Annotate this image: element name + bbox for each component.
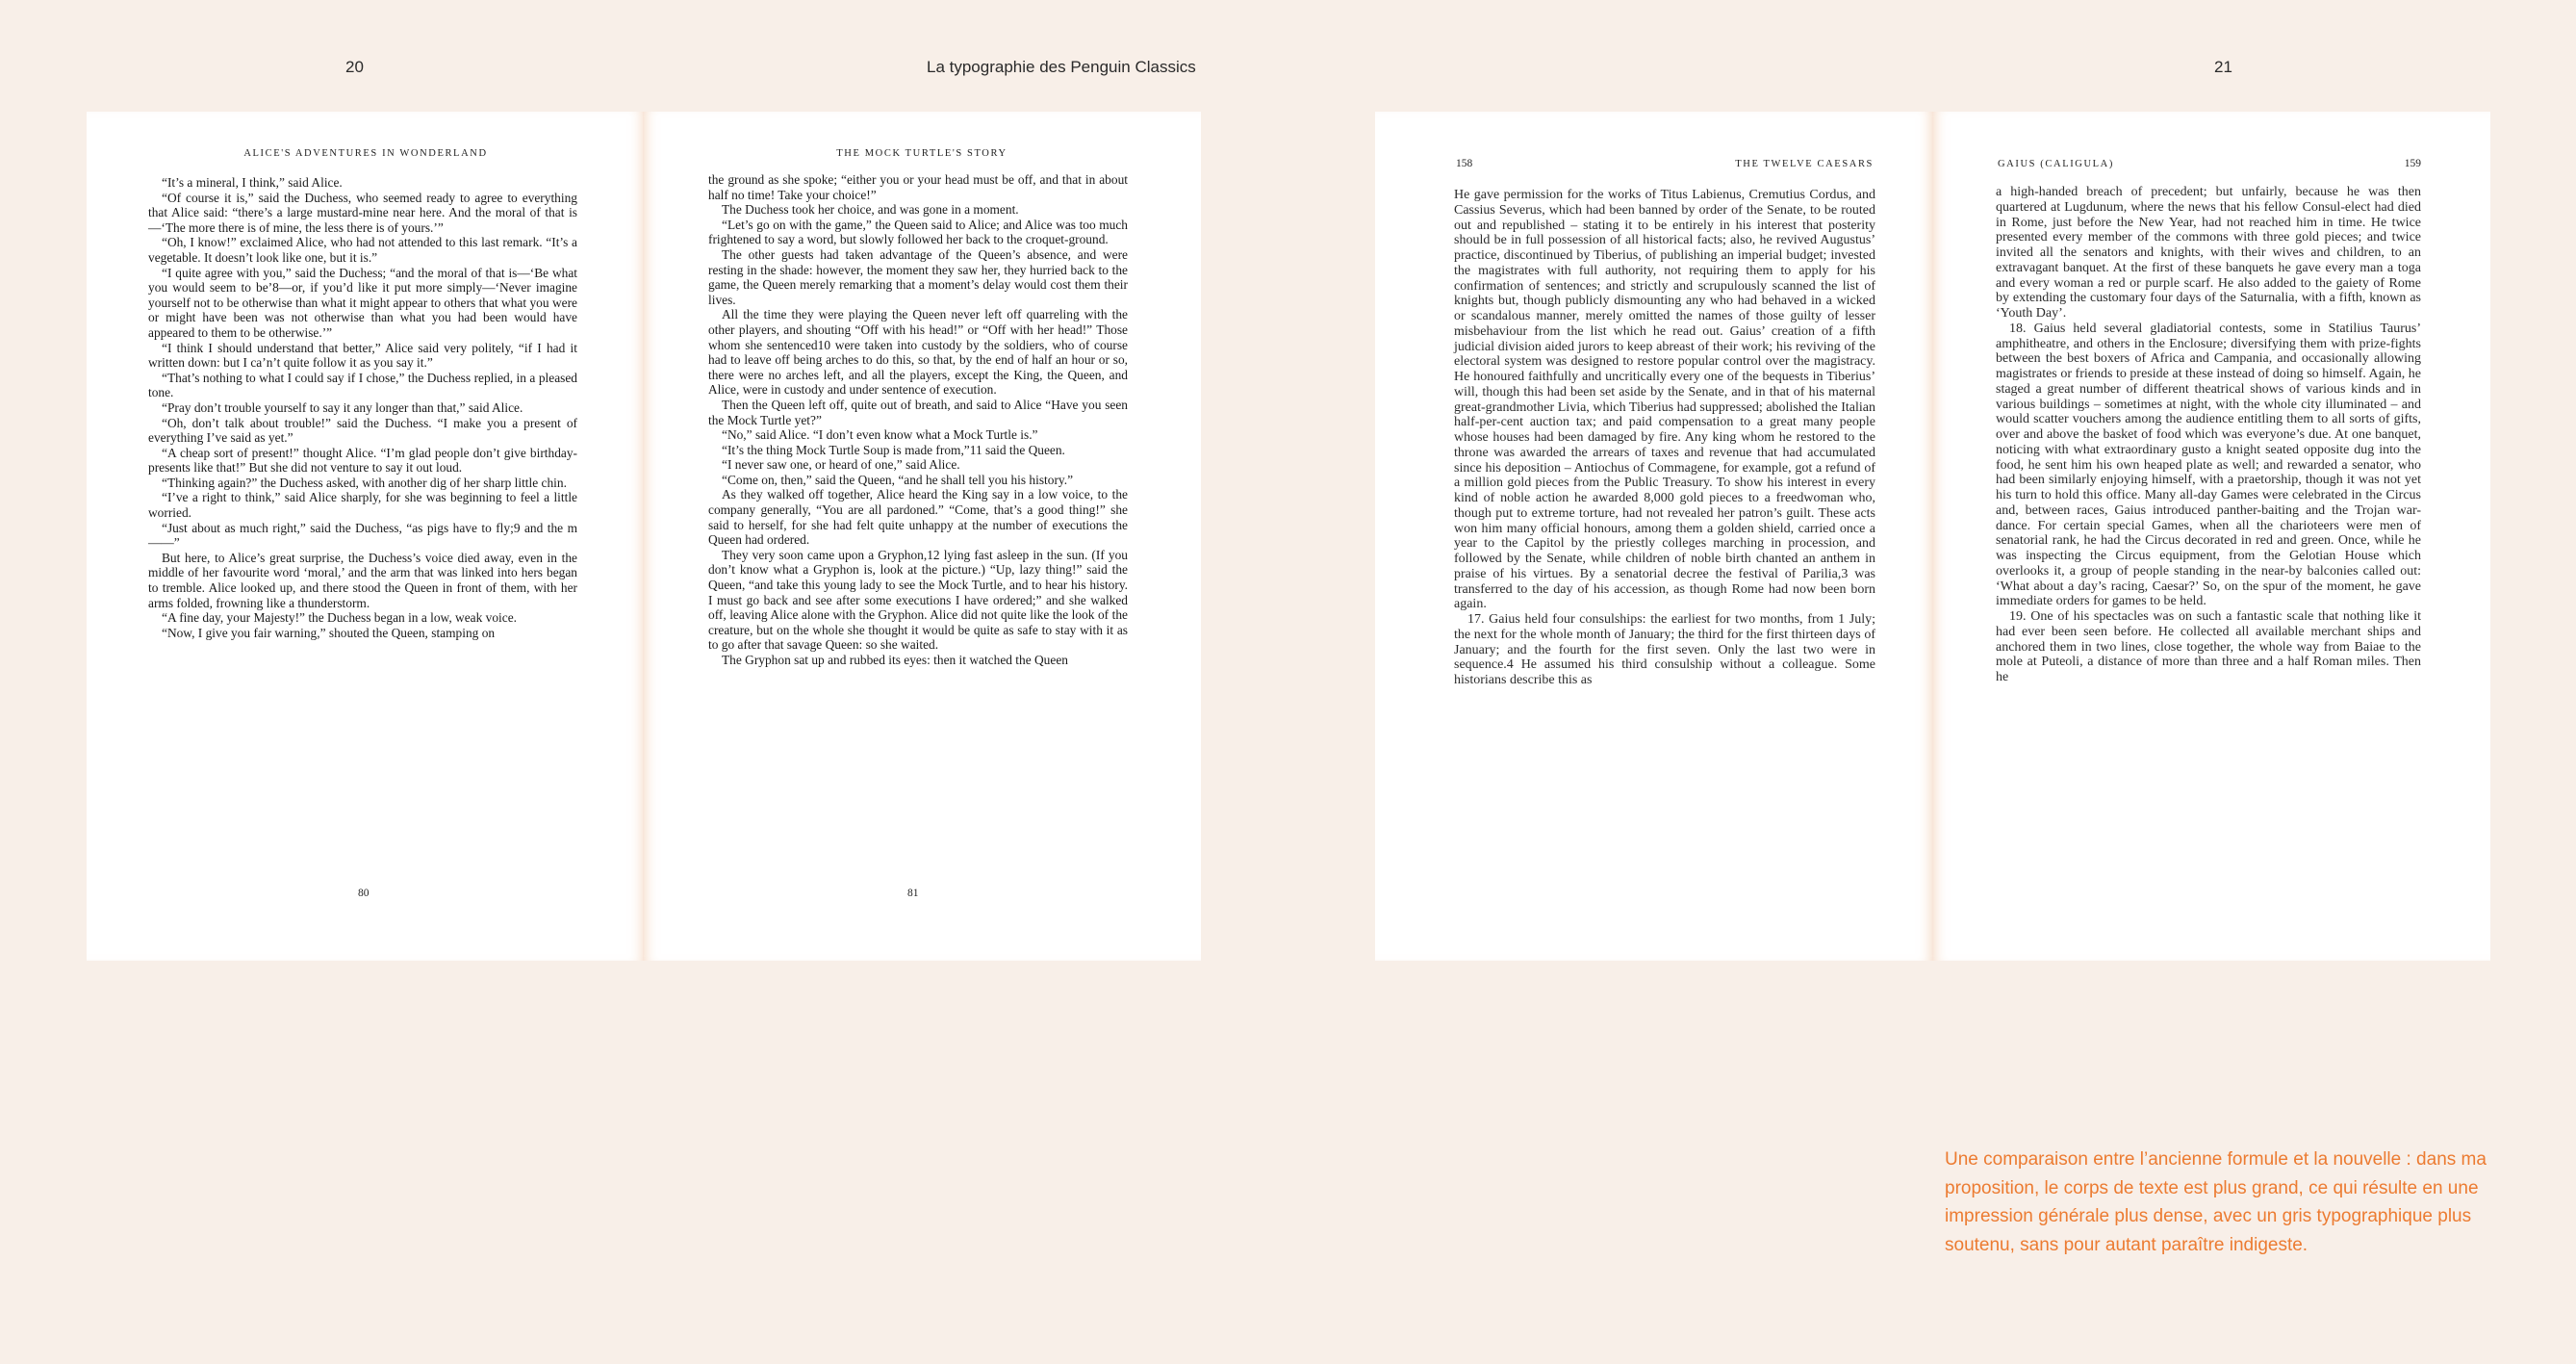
- paragraph: The Gryphon sat up and rubbed its eyes: then it watched the Queen: [722, 653, 1068, 667]
- page-alice-81: [643, 112, 1201, 961]
- paragraph: “I’ve a right to think,” said Alice sharply, for she was beginning to feel a little worried.: [148, 490, 577, 521]
- left-folio: 20: [345, 58, 364, 76]
- running-head: GAIUS (CALIGULA): [1998, 159, 2114, 169]
- page-body: [148, 175, 577, 640]
- right-folio: 21: [2214, 58, 2232, 76]
- page-caesars-159: [1932, 112, 2490, 961]
- page-number: 158: [1456, 158, 1473, 169]
- paragraph: Then the Queen left off, quite out of breath, and said to Alice “Have you seen the Mock Turtle yet?”: [708, 397, 1128, 427]
- running-head: THE MOCK TURTLE'S STORY: [836, 148, 1007, 159]
- paragraph: 19. One of his spectacles was on such a fantastic scale that nothing like it had ever been seen before. He collected all available merchant ships and anchored them in two lines, close together, the whole way from Baiae to the mole at Puteoli, a distance of more than three and a half Roman miles. Then he: [1996, 609, 2421, 684]
- page-number: 159: [2404, 158, 2421, 169]
- paragraph: “I never saw one, or heard of one,” said Alice.: [722, 457, 960, 473]
- page-body: [1454, 188, 1875, 688]
- paragraph: “Pray don’t trouble yourself to say it any longer than that,” said Alice.: [162, 399, 523, 415]
- page-alice-80: [87, 112, 645, 961]
- paragraph: 18. Gaius held several gladiatorial contests, some in Statilius Taurus’ amphitheatre, and others in the Enclosure; diversifying them with prize-fights between the best boxers of Africa and Campania, and occasionally allowing magistrates or friends to preside at these instead of doing so himself. Again, he staged a great number of different theatrical shows of various kinds and in various buildings – sometimes at night, with the whole city illuminated – and would scatter vouchers among the audience entitling them to all sorts of gifts, over and above the basket of food which was everyone’s due. At one banquet, noticing with what extraordinary gusto a knight seated opposite dug into the food, he sent him his own heaped plate as well; and rewarded a senator, who had been similarly enjoying himself, with a praetorship, though it was not yet his turn to hold this office. Many all-day Games were celebrated in the Circus and, between races, Gaius introduced panther-baiting and the Trojan war-dance. For certain special Games, when all the charioteers were men of senatorial rank, he had the Circus decorated in red and green. Once, while he was inspecting the Circus equipment, from the Gelotian House which overlooks it, a group of people standing in the near-by balconies called out: ‘What about a day’s racing, Caesar?’ So, on the spur of the moment, he gave immediate orders for games to be held.: [1996, 321, 2421, 609]
- paragraph: “Oh, don’t talk about trouble!” said the Duchess. “I make you a present of everything I’ve said as yet.”: [148, 415, 577, 446]
- paragraph: “Just about as much right,” said the Duchess, “as pigs have to fly;9 and the m——”: [148, 520, 577, 551]
- paragraph: The other guests had taken advantage of the Queen’s absence, and were resting in the shade: however, the moment they saw her, they hurried back to the game, the Queen merely remarking that a moment’s delay would cost them their lives.: [708, 246, 1128, 307]
- paragraph: As they walked off together, Alice heard the King say in a low voice, to the company generally, “You are all pardoned.” “Come, that’s a good thing!” she said to herself, for she had felt quite unhappy at the number of executions the Queen had ordered.: [708, 487, 1128, 548]
- running-head: THE TWELVE CAESARS: [1735, 159, 1874, 169]
- paragraph: But here, to Alice’s great surprise, the Duchess’s voice died away, even in the middle of her favourite word ‘moral,’ and the arm that was linked into hers began to tremble. Alice looked up, and there stood the Queen in front of them, with her arms folded, frowning like a thunderstorm.: [148, 550, 577, 610]
- paragraph: “Let’s go on with the game,” the Queen said to Alice; and Alice was too much frightened to say a word, but slowly followed her back to the croquet-ground.: [708, 217, 1128, 247]
- paragraph: The Duchess took her choice, and was gone in a moment.: [722, 202, 1019, 218]
- paragraph: They very soon came upon a Gryphon,12 lying fast asleep in the sun. (If you don’t know what a Gryphon is, look at the picture.) “Up, lazy thing!” said the Queen, “and take this young lady to see the Mock Turtle, and to hear his history. I must go back and see after some executions I have ordered;” and she walked off, leaving Alice alone with the Gryphon. Alice did not quite like the look of the creature, but on the whole she thought it would be quite as safe to stay with it as to go after that savage Queen: so she waited.: [708, 547, 1128, 653]
- page-caesars-158: [1375, 112, 1933, 961]
- page-number: 81: [907, 888, 919, 899]
- caption: Une comparaison entre l’ancienne formule et la nouvelle : dans ma proposition, le corps de texte est plus grand, ce qui résulte en une impression générale plus dense, avec un gris typographique plus soutenu, sans pour autant paraître indigeste.: [1945, 1149, 2487, 1255]
- paragraph: a high-handed breach of precedent; but unfairly, because he was then quartered at Lugdunum, where the news that his fellow Consul-elect had died in Rome, just before the New Year, had not reached him in time. He twice presented every member of the commons with three gold pieces; and twice invited all the senators and knights, with their wives and children, to an extravagant banquet. At the first of these banquets he gave every man a toga and every woman a red or purple scarf. He also added to the gaiety of Rome by extending the customary four days of the Saturnalia, with a fifth, known as ‘Youth Day’.: [1996, 185, 2421, 321]
- running-head: ALICE'S ADVENTURES IN WONDERLAND: [243, 148, 488, 159]
- paragraph: 17. Gaius held four consulships: the earliest for two months, from 1 July; the next for the whole month of January; the third for the first thirteen days of January; and the fourth for the first seven. Only the last two were in sequence.4 He assumed his third consulship without a colleague. Some historians describe this as: [1454, 612, 1875, 687]
- paragraph: “I quite agree with you,” said the Duchess; “and the moral of that is—‘Be what you would seem to be’8—or, if you’d like it put more simply—‘Never imagine yourself not to be otherwise than what it might appear to others that what you were or might have been was not otherwise than what you had been would have appeared to them to be otherwise.’”: [148, 265, 577, 340]
- paragraph: the ground as she spoke; “either you or your head must be off, and that in about half no time! Take your choice!”: [708, 172, 1128, 202]
- paragraph: “No,” said Alice. “I don’t even know what a Mock Turtle is.”: [722, 427, 1038, 443]
- paragraph: “A cheap sort of present!” thought Alice. “I’m glad people don’t give birthday-presents like that!” But she did not venture to say it out loud.: [148, 445, 577, 476]
- paragraph: All the time they were playing the Queen never left off quarreling with the other players, and shouting “Off with his head!” or “Off with her head!” Those whom she sentenced10 were taken into custody by the soldiers, who of course had to leave off being arches to do this, so that, by the end of half an hour or so, there were no arches left, and all the players, except the King, the Queen, and Alice, were in custody and under sentence of execution.: [708, 307, 1128, 398]
- page-body: [1996, 185, 2421, 685]
- spread-title: La typographie des Penguin Classics: [927, 58, 1196, 76]
- paragraph: “It’s the thing Mock Turtle Soup is made from,”11 said the Queen.: [722, 442, 1065, 457]
- paragraph: “Thinking again?” the Duchess asked, with another dig of her sharp little chin.: [162, 475, 567, 490]
- paragraph: “I think I should understand that better,” Alice said very politely, “if I had it written down: but I ca’n’t quite follow it as you say it.”: [148, 340, 577, 371]
- page-body: [708, 172, 1128, 668]
- paragraph: “It’s a mineral, I think,” said Alice.: [162, 175, 343, 190]
- paragraph: “Now, I give you fair warning,” shouted the Queen, stamping on: [162, 625, 496, 640]
- paragraph: “Oh, I know!” exclaimed Alice, who had not attended to this last remark. “It’s a vegetable. It doesn’t look like one, but it is.”: [148, 235, 577, 265]
- paragraph: “Come on, then,” said the Queen, “and he shall tell you his history.”: [722, 472, 1074, 487]
- paragraph: “Of course it is,” said the Duchess, who seemed ready to agree to everything that Alice said: “there’s a large mustard-mine near here. And the moral of that is—‘The more there is of mine, the less there is of yours.’”: [148, 190, 577, 235]
- paragraph: He gave permission for the works of Titus Labienus, Cremutius Cordus, and Cassius Severus, which had been banned by order of the Senate, to be routed out and republished – stating it to be entirely in his interest that posterity should be in full possession of all historical facts; also, he revived Augustus’ practice, discontinued by Tiberius, of publishing an imperial budget; invested the magistrates with full authority, not requiring them to apply for his confirmation of sentences; and strictly and scrupulously scanned the list of knights but, though publicly dismounting any who had behaved in a wicked or scandalous manner, merely omitted the names of those guilty of lesser misbehaviour from the list which he read out. Gaius’ creation of a fifth judicial division aided jurors to keep abreast of their work; his reviving of the electoral system was designed to restore popular control over the magistracy. He honoured faithfully and uncritically every one of the bequests in Tiberius’ will, though this had been set aside by the Senate, and in that of his maternal great-grandmother Livia, which Tiberius had suppressed; abolished the Italian half-per-cent auction tax; and paid compensation to a great many people whose houses had been damaged by fire. Any king whom he restored to the throne was awarded the arrears of taxes and revenue that had accumulated since his deposition – Antiochus of Commagene, for example, got a refund of a million gold pieces from the Public Treasury. To show his interest in every kind of noble action he awarded 8,000 gold pieces to a freedwoman who, though put to extreme torture, had not revealed her patron’s guilt. These acts won him many official honours, among them a golden shield, carried once a year to the Capitol by the priestly colleges marching in procession, and followed by the Senate, while children of noble birth chanted an anthem in praise of his virtues. By a senatorial decree the festival of Parilia,3 was transferred to the day of his accession, as though Rome had now been born again.: [1454, 188, 1875, 612]
- paragraph: “That’s nothing to what I could say if I chose,” the Duchess replied, in a pleased tone.: [148, 370, 577, 400]
- paragraph: “A fine day, your Majesty!” the Duchess began in a low, weak voice.: [162, 610, 517, 626]
- page-number: 80: [358, 888, 370, 899]
